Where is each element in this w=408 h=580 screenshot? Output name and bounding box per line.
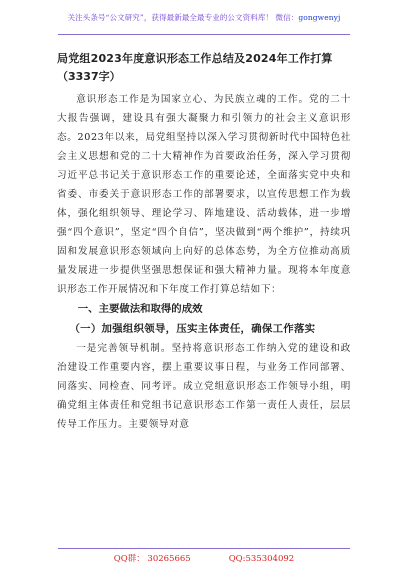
document-title: 局党组2023年度意识形态工作总结及2024年工作打算: [57, 52, 333, 65]
qq-number: QQ:535304092: [228, 554, 295, 564]
header-divider: [58, 34, 350, 35]
wechat-label: 微信：: [273, 13, 299, 22]
word-count: （3337字）: [57, 70, 121, 83]
footer-contact: [0, 552, 408, 564]
page-footer: [0, 548, 408, 572]
intro-paragraph: 意识形态工作是为国家立心、为民族立魂的工作。党的二十大报告强调，建设具有强大凝聚力和引领力的社会主义意识形态。2023年以来，局党组坚持以深入学习贯彻新时代中国特色社会主义思想和党的二十大精神作为首要政治任务，深入学习贯彻习近平总书记关于意识形态工作的重要论述，全面落实党中央和省委、市委关于意识形态工作的部署要求，以宣传思想工作为载体，强化组织领导、理论学习、阵地建设、活动载体，进一步增强“四个意识”，坚定“四个自信”，坚决做到“两个维护”，持续巩固和发展意识形态领域向上向好的总体态势，为全方位推动高质量发展进一步提供坚强思想保证和强大精神力量。现将本年度意识形态工作开展情况和下年度工作打算总结如下：: [57, 94, 351, 295]
subsection-heading: （一）加强组织领导，压实主体责任，确保工作落实: [69, 323, 316, 335]
footer-divider: [58, 548, 350, 549]
body-paragraph: 一是完善领导机制。坚持将意识形态工作纳入党的建设和政治建设工作重要内容，摆上重要议事日程，与业务工作同部署、同落实、同检查、同考评。成立党组意识形态工作领导小组，明确党组主体责任和党组书记意识形态工作第一责任人责任，层层传导工作压力。主要领导对意: [57, 343, 351, 430]
section-heading: 一、主要做法和取得的成效: [77, 303, 203, 315]
promo-banner: [0, 12, 408, 23]
wechat-id: gongwenyj: [298, 13, 341, 22]
page-header: [0, 0, 408, 42]
promo-text: 关注头条号“公文研究”，获得最新最全最专业的公文资料库！: [67, 13, 274, 22]
qq-group: QQ群： 30265665: [113, 554, 191, 564]
document-body: [57, 50, 351, 434]
